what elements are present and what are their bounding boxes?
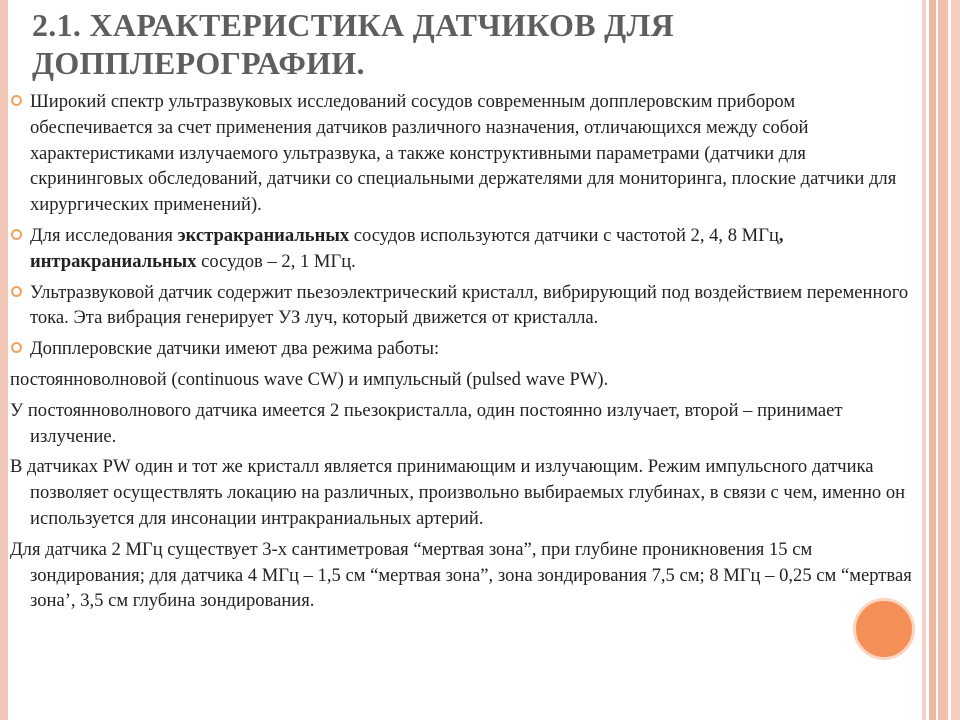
paragraph-text: Широкий спектр ультразвуковых исследований сосудов современным допплеровским прибором обеспечивается за счет применения датчиков различного назначения, отличающихся между собой характеристиками излучаемого ультразвука, а также конструктивными параметрами (датчики для скрининговых обследований, датчики со специальными держателями для мониторинга, плоские датчики для хирургических применений). xyxy=(30,91,897,216)
paragraph-text-part: сосудов используются датчики с частотой 2, 4, 8 МГц xyxy=(349,224,779,246)
bold-term-extracranial: экстракраниальных xyxy=(177,224,350,246)
circle-bullet-icon xyxy=(11,286,22,297)
decorative-circle xyxy=(853,598,915,660)
plain-paragraph-8: Для датчика 2 МГц существует 3-х сантиметровая “мертвая зона”, при глубине проникновения 15 см зондирования; для датчика 4 МГц – 1,5 см “мертвая зона”, зона зондирования 7,5 см; 8 МГц – 0,25 см “мертвая зона’, 3,5 см глубина зондирования. xyxy=(10,538,912,612)
slide-left-border xyxy=(0,0,8,720)
slide-body xyxy=(10,89,922,619)
bullet-paragraph-3 xyxy=(10,280,922,332)
bullet-paragraph-1 xyxy=(10,89,922,218)
paragraph-text-part: Для исследования xyxy=(30,224,178,246)
plain-paragraph-5: постоянноволновой (continuous wave CW) и импульсный (pulsed wave PW). xyxy=(10,368,609,390)
decorative-stripes xyxy=(922,0,960,720)
paragraph-text: Допплеровские датчики имеют два режима работы: xyxy=(30,338,440,360)
bullet-paragraph-4 xyxy=(10,336,922,362)
slide-title: 2.1. ХАРАКТЕРИСТИКА ДАТЧИКОВ ДЛЯ ДОППЛЕРОГРАФИИ. xyxy=(32,7,675,81)
bold-term-intracranial: , интракраниальных xyxy=(30,224,784,272)
circle-bullet-icon xyxy=(11,95,22,106)
paragraph-text-part: сосудов – 2, 1 МГц. xyxy=(196,250,356,272)
plain-paragraph-6: У постоянноволнового датчика имеется 2 пьезокристалла, один постоянно излучает, второй – принимает излучение. xyxy=(10,399,843,447)
circle-bullet-icon xyxy=(11,342,22,353)
plain-paragraph-7: В датчиках PW один и тот же кристалл является принимающим и излучающим. Режим импульсного датчика позволяет осуществлять локацию на различных, произвольно выбираемых глубинах, в связи с чем, именно он используется для инсонации интракраниальных артерий. xyxy=(10,456,906,529)
bullet-paragraph-2 xyxy=(10,223,922,275)
paragraph-text: Ультразвуковой датчик содержит пьезоэлектрический кристалл, вибрирующий под воздействием переменного тока. Эта вибрация генерирует УЗ луч, который движется от кристалла. xyxy=(30,281,909,329)
circle-bullet-icon xyxy=(11,229,22,240)
